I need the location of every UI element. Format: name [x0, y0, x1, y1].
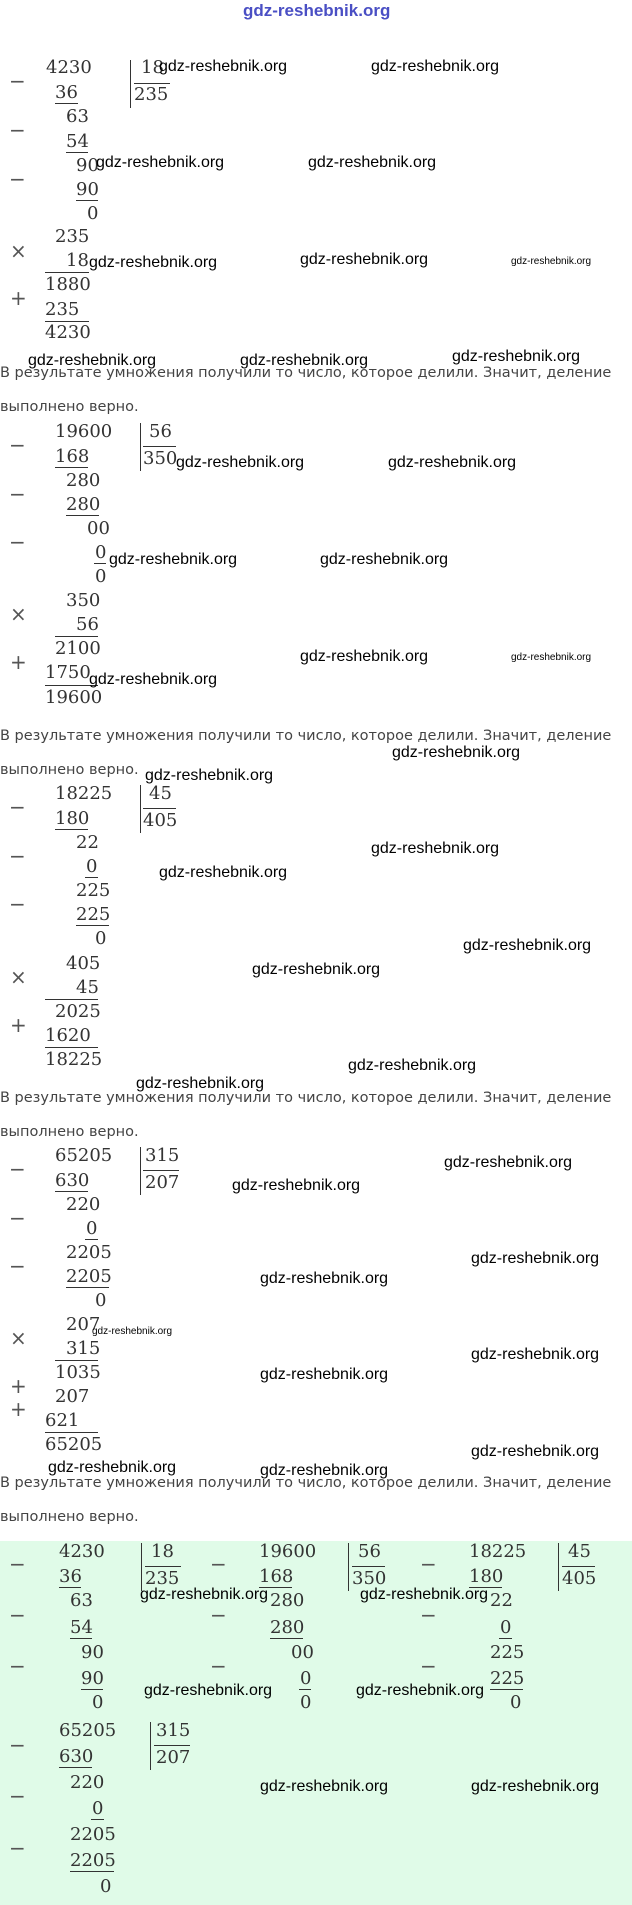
divisor: 18 [151, 1541, 174, 1562]
watermark: gdz-reshebnik.org [89, 254, 218, 271]
underline [45, 999, 98, 1000]
minus-sign: − [9, 118, 26, 142]
watermark: gdz-reshebnik.org [252, 961, 381, 978]
remainder: 0 [92, 1692, 104, 1713]
underline [70, 1638, 92, 1639]
partial-product: 54 [70, 1617, 93, 1638]
watermark: gdz-reshebnik.org [300, 251, 429, 268]
remainder: 0 [95, 928, 107, 949]
watermark: gdz-reshebnik.org [260, 1462, 389, 1479]
minus-sign: − [9, 1157, 26, 1181]
product-row: 235 [45, 299, 80, 320]
remainder: 63 [70, 1590, 93, 1611]
quotient: 207 [156, 1747, 191, 1768]
watermark: gdz-reshebnik.org [159, 58, 288, 75]
watermark: gdz-reshebnik.org [140, 1586, 269, 1603]
partial-product: 0 [92, 1798, 104, 1819]
minus-sign: − [9, 1654, 26, 1678]
watermark: gdz-reshebnik.org [452, 348, 581, 365]
partial-product: 225 [76, 904, 111, 925]
watermark: gdz-reshebnik.org [511, 652, 592, 663]
quotient: 405 [562, 1568, 597, 1589]
minus-sign: − [9, 1254, 26, 1278]
divisor: 56 [149, 421, 172, 442]
minus-sign: − [420, 1552, 437, 1576]
partial-product: 2205 [70, 1850, 116, 1871]
underline [55, 103, 78, 104]
multiplicand: 235 [55, 226, 90, 247]
product-row: 621 [45, 1410, 80, 1431]
remainder: 0 [95, 1290, 107, 1311]
remainder: 2205 [70, 1824, 116, 1845]
conclusion-text: В результате умножения получили то число, которое делили. Значит, деление [0, 1090, 612, 1106]
multiplier: 45 [76, 977, 99, 998]
remainder: 63 [66, 106, 89, 127]
partial-product: 168 [259, 1566, 294, 1587]
watermark: gdz-reshebnik.org [260, 1366, 389, 1383]
remainder: 00 [87, 518, 110, 539]
watermark: gdz-reshebnik.org [92, 1326, 173, 1337]
partial-product: 2205 [66, 1266, 112, 1287]
dividend: 65205 [55, 1145, 113, 1166]
underline [66, 1287, 109, 1288]
partial-product: 0 [86, 856, 98, 877]
remainder: 0 [87, 203, 99, 224]
partial-product: 168 [55, 446, 90, 467]
watermark: gdz-reshebnik.org [145, 767, 274, 784]
quotient-line [143, 446, 176, 447]
divisor: 315 [156, 1720, 191, 1741]
plus-sign: + [10, 650, 27, 674]
minus-sign: − [9, 1552, 26, 1576]
watermark: gdz-reshebnik.org [320, 551, 449, 568]
watermark: gdz-reshebnik.org [96, 154, 225, 171]
dividend: 4230 [46, 57, 92, 78]
minus-sign: − [210, 1603, 227, 1627]
partial-product: 180 [55, 808, 90, 829]
divisor: 56 [358, 1541, 381, 1562]
minus-sign: − [9, 892, 26, 916]
underline [45, 1432, 98, 1433]
remainder: 00 [291, 1642, 314, 1663]
watermark: gdz-reshebnik.org [260, 1778, 389, 1795]
minus-sign: − [210, 1552, 227, 1576]
watermark: gdz-reshebnik.org [371, 840, 500, 857]
product-result: 65205 [45, 1434, 103, 1455]
quotient: 350 [143, 448, 178, 469]
underline [91, 1819, 104, 1820]
minus-sign: − [9, 433, 26, 457]
partial-product: 36 [55, 82, 78, 103]
multiplier: 18 [66, 250, 89, 271]
division-bar [130, 60, 131, 108]
remainder: 22 [76, 832, 99, 853]
partial-product: 630 [55, 1170, 90, 1191]
dividend: 19600 [55, 421, 113, 442]
remainder: 225 [76, 880, 111, 901]
product-row: 1035 [55, 1362, 101, 1383]
minus-sign: − [9, 1784, 26, 1808]
division-bar [140, 785, 141, 833]
partial-product: 225 [490, 1668, 525, 1689]
remainder: 0 [510, 1692, 522, 1713]
conclusion-text: выполнено верно. [0, 1124, 139, 1140]
watermark: gdz-reshebnik.org [444, 1154, 573, 1171]
product-row: 2100 [55, 638, 101, 659]
product-result: 19600 [45, 687, 103, 708]
quotient: 350 [352, 1568, 387, 1589]
division-bar [558, 1543, 559, 1591]
partial-product: 280 [270, 1617, 305, 1638]
quotient-line [562, 1566, 595, 1567]
watermark: gdz-reshebnik.org [463, 937, 592, 954]
watermark: gdz-reshebnik.org [300, 648, 429, 665]
minus-sign: − [9, 844, 26, 868]
watermark: gdz-reshebnik.org [471, 1443, 600, 1460]
underline [94, 563, 106, 564]
underline [85, 877, 98, 878]
product-row: 2025 [55, 1001, 101, 1022]
watermark: gdz-reshebnik.org [232, 1177, 361, 1194]
partial-product: 180 [469, 1566, 504, 1587]
division-bar [150, 1722, 151, 1770]
conclusion-text: В результате умножения получили то число, которое делили. Значит, деление [0, 365, 612, 381]
minus-sign: − [9, 1206, 26, 1230]
division-bar [140, 1147, 141, 1195]
partial-product: 36 [59, 1566, 82, 1587]
watermark: gdz-reshebnik.org [136, 1075, 265, 1092]
product-result: 4230 [45, 322, 91, 343]
minus-sign: − [9, 795, 26, 819]
times-sign: × [10, 239, 27, 263]
multiplicand: 350 [66, 590, 101, 611]
watermark: gdz-reshebnik.org [89, 671, 218, 688]
underline [55, 467, 88, 468]
remainder: 280 [270, 1590, 305, 1611]
watermark: gdz-reshebnik.org [348, 1057, 477, 1074]
watermark: gdz-reshebnik.org [392, 744, 521, 761]
watermark: gdz-reshebnik.org [356, 1682, 485, 1699]
quotient-line [143, 1170, 179, 1171]
divisor: 315 [145, 1145, 180, 1166]
watermark: gdz-reshebnik.org [48, 1459, 177, 1476]
remainder: 2205 [66, 1242, 112, 1263]
minus-sign: − [9, 1733, 26, 1757]
underline [55, 1191, 88, 1192]
partial-product: 630 [59, 1746, 94, 1767]
plus-sign: + [10, 1397, 27, 1421]
underline [76, 925, 109, 926]
plus-sign: + [10, 286, 27, 310]
watermark: gdz-reshebnik.org [308, 154, 437, 171]
underline [70, 1871, 114, 1872]
conclusion-text: выполнено верно. [0, 399, 139, 415]
underline [490, 1689, 523, 1690]
watermark: gdz-reshebnik.org [240, 352, 369, 369]
minus-sign: − [9, 69, 26, 93]
watermark: gdz-reshebnik.org [109, 551, 238, 568]
site-header[interactable]: gdz-reshebnik.org [243, 1, 391, 20]
remainder: 0 [300, 1692, 312, 1713]
remainder: 90 [76, 155, 99, 176]
underline [55, 829, 88, 830]
times-sign: × [10, 1326, 27, 1350]
underline [81, 1689, 103, 1690]
watermark: gdz-reshebnik.org [144, 1682, 273, 1699]
underline [55, 636, 98, 637]
underline [45, 272, 89, 273]
multiplicand: 207 [66, 1314, 101, 1335]
remainder: 225 [490, 1642, 525, 1663]
product-row: 1620 [45, 1025, 91, 1046]
underline [270, 1638, 303, 1639]
quotient: 207 [145, 1172, 180, 1193]
conclusion-text: В результате умножения получили то число, которое делили. Значит, деление [0, 728, 612, 744]
underline [66, 152, 88, 153]
division-bar [348, 1543, 349, 1591]
quotient-line [154, 1745, 190, 1746]
remainder: 280 [66, 470, 101, 491]
watermark: gdz-reshebnik.org [471, 1250, 600, 1267]
remainder: 0 [95, 566, 107, 587]
times-sign: × [10, 602, 27, 626]
partial-product: 0 [500, 1617, 512, 1638]
divisor: 18 [141, 57, 164, 78]
multiplier: 315 [66, 1338, 101, 1359]
product-row: 1750 [45, 662, 91, 683]
minus-sign: − [210, 1654, 227, 1678]
watermark: gdz-reshebnik.org [471, 1346, 600, 1363]
plus-sign: + [10, 1013, 27, 1037]
dividend: 65205 [59, 1720, 117, 1741]
remainder: 0 [100, 1876, 112, 1897]
underline [59, 1587, 81, 1588]
product-row: 207 [55, 1386, 90, 1407]
dividend: 18225 [55, 783, 113, 804]
minus-sign: − [9, 167, 26, 191]
multiplier: 56 [76, 614, 99, 635]
dividend: 18225 [469, 1541, 527, 1562]
product-row: 1880 [45, 274, 91, 295]
partial-product: 0 [300, 1668, 312, 1689]
division-bar [141, 1543, 142, 1591]
watermark: gdz-reshebnik.org [388, 454, 517, 471]
multiplicand: 405 [66, 953, 101, 974]
underline [85, 1239, 98, 1240]
underline [45, 1047, 98, 1048]
quotient-line [143, 808, 176, 809]
minus-sign: − [9, 1603, 26, 1627]
underline [55, 1360, 98, 1361]
quotient-line [352, 1566, 385, 1567]
watermark: gdz-reshebnik.org [360, 1586, 489, 1603]
watermark: gdz-reshebnik.org [176, 454, 305, 471]
quotient-line [145, 1566, 181, 1567]
division-bar [140, 423, 141, 471]
watermark: gdz-reshebnik.org [471, 1778, 600, 1795]
partial-product: 0 [95, 542, 107, 563]
conclusion-text: выполнено верно. [0, 1509, 139, 1525]
plus-sign: + [10, 1374, 27, 1398]
minus-sign: − [420, 1603, 437, 1627]
remainder: 90 [81, 1642, 104, 1663]
partial-product: 90 [76, 179, 99, 200]
remainder: 220 [66, 1194, 101, 1215]
underline [76, 200, 98, 201]
watermark: gdz-reshebnik.org [28, 352, 157, 369]
minus-sign: − [420, 1654, 437, 1678]
watermark: gdz-reshebnik.org [159, 864, 288, 881]
partial-product: 54 [66, 131, 89, 152]
divisor: 45 [149, 783, 172, 804]
times-sign: × [10, 965, 27, 989]
partial-product: 90 [81, 1668, 104, 1689]
quotient: 235 [134, 84, 169, 105]
minus-sign: − [9, 1836, 26, 1860]
quotient: 405 [143, 810, 178, 831]
minus-sign: − [9, 530, 26, 554]
underline [66, 515, 99, 516]
watermark: gdz-reshebnik.org [511, 256, 592, 267]
conclusion-text: выполнено верно. [0, 762, 139, 778]
product-result: 18225 [45, 1049, 103, 1070]
dividend: 4230 [59, 1541, 105, 1562]
underline [499, 1638, 512, 1639]
watermark: gdz-reshebnik.org [260, 1270, 389, 1287]
divisor: 45 [568, 1541, 591, 1562]
remainder: 22 [490, 1590, 513, 1611]
conclusion-text: В результате умножения получили то число, которое делили. Значит, деление [0, 1475, 612, 1491]
underline [59, 1767, 92, 1768]
quotient: 235 [145, 1568, 180, 1589]
remainder: 220 [70, 1772, 105, 1793]
underline [299, 1689, 311, 1690]
watermark: gdz-reshebnik.org [371, 58, 500, 75]
partial-product: 0 [86, 1218, 98, 1239]
partial-product: 280 [66, 494, 101, 515]
minus-sign: − [9, 482, 26, 506]
dividend: 19600 [259, 1541, 317, 1562]
